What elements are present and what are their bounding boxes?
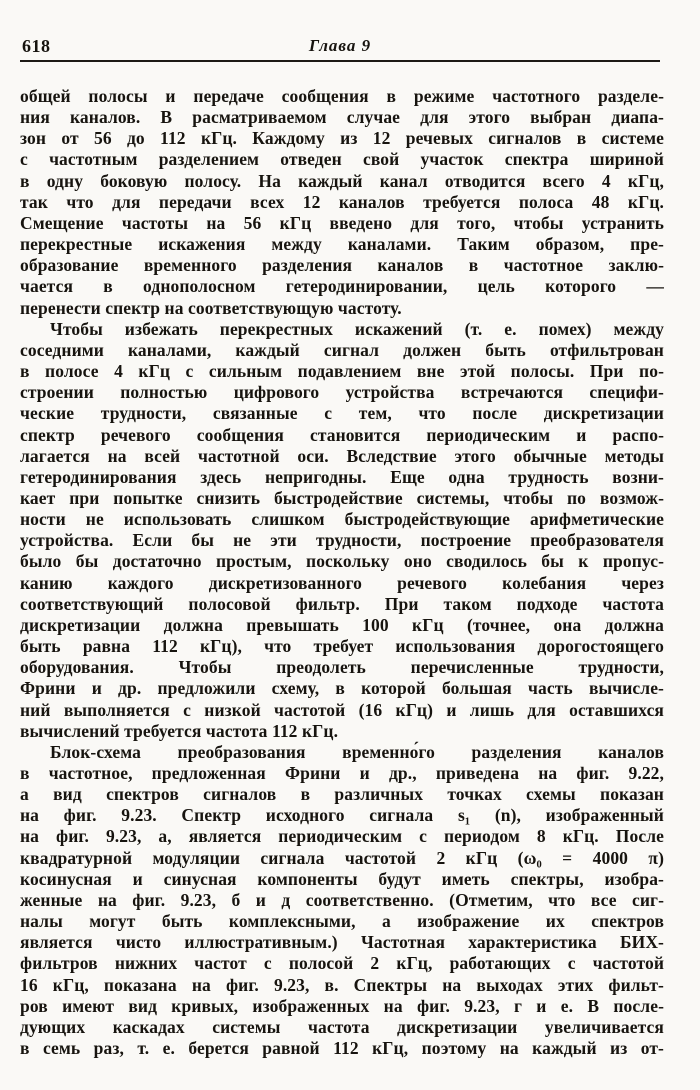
text-line: зон от 56 до 112 кГц. Каждому из 12 речевых сигналов в системе	[20, 128, 664, 149]
text-line: а вид спектров сигналов в различных точках схемы показан	[20, 784, 664, 805]
text-line: 16 кГц, показана на фиг. 9.23, в. Спектры на выходах этих фильт-	[20, 974, 664, 995]
text-line: Блок-схема преобразования временно́го разделения каналов	[50, 741, 664, 762]
text-line: налы могут быть комплексными, а изображение их спектров	[20, 911, 664, 932]
text-line: вычислений требуется частота 112 кГц.	[20, 720, 339, 741]
text-line: Фрини и др. предложили схему, в которой большая часть вычисле-	[20, 678, 664, 699]
text-line: в семь раз, т. е. берется равной 112 кГц, поэтому на каждый из от-	[20, 1038, 664, 1059]
text-block	[20, 86, 664, 1059]
text-line: строении полностью цифрового устройства встречаются специфи-	[20, 382, 664, 403]
text-line: кает при попытке снизить быстродействие системы, чтобы по возмож-	[20, 487, 664, 508]
text-line: Смещение частоты на 56 кГц введено для того, чтобы устранить	[20, 212, 664, 233]
text-line: женные на фиг. 9.23, б и д соответственно. (Отметим, что все сиг-	[20, 889, 664, 910]
text-line: соответствующий полосовой фильтр. При таком подходе частота	[20, 593, 664, 614]
text-line: на фиг. 9.23. Спектр исходного сигнала s₁ (n), изображенный	[20, 805, 664, 826]
text-line: ческие трудности, связанные с тем, что после дискретизации	[20, 403, 664, 424]
text-line: общей полосы и передаче сообщения в режиме частотного разделе-	[20, 86, 664, 106]
text-line: в частотное, предложенная Фрини и др., приведена на фиг. 9.22,	[20, 763, 664, 783]
text-line: ния каналов. В расматриваемом случае для этого выбран диапа-	[20, 107, 664, 128]
text-line: в полосе 4 кГц с сильным подавлением вне этой полосы. При по-	[20, 361, 664, 382]
text-line: в одну боковую полосу. На каждый канал отводится всего 4 кГц,	[20, 170, 664, 191]
text-line: устройства. Если бы не эти трудности, построение преобразователя	[20, 530, 664, 551]
text-line: оборудования. Чтобы преодолеть перечисленные трудности,	[20, 657, 664, 678]
text-line: соседними каналами, каждый сигнал должен быть отфильтрован	[20, 339, 664, 360]
text-line: с частотным разделением отведен свой участок спектра шириной	[20, 149, 664, 170]
page-number: 618	[22, 36, 51, 56]
text-line: ний выполняется с низкой частотой (16 кГц) и лишь для оставшихся	[20, 699, 664, 720]
text-line: гетеродинирования здесь непригодны. Еще одна трудность возни-	[20, 466, 664, 487]
text-line: чается в однополосном гетеродинировании, цель которого —	[20, 276, 664, 297]
text-line: ров имеют вид кривых, изображенных на фиг. 9.23, г и е. В после-	[20, 995, 664, 1016]
text-line: фильтров нижних частот с полосой 2 кГц, работающих с частотой	[20, 953, 664, 974]
text-line: было бы достаточно простым, поскольку оно сводилось бы к пропус-	[20, 551, 664, 572]
text-line: лагается на всей частотной оси. Вследствие этого обычные методы	[20, 445, 664, 466]
text-line: квадратурной модуляции сигнала частотой 2 кГц (ω₀ = 4000 π)	[20, 847, 664, 868]
text-line: перенести спектр на соответствующую частоту.	[20, 297, 402, 318]
text-line: образование временного разделения каналов в частотное заклю-	[20, 255, 664, 276]
text-line: так что для передачи всех 12 каналов требуется полоса 48 кГц.	[20, 191, 664, 212]
chapter-title: Глава 9	[308, 36, 372, 55]
text-line: дискретизации должна превышать 100 кГц (точнее, она должна	[20, 614, 664, 635]
text-line: спектр речевого сообщения становится периодическим и распо-	[20, 424, 664, 445]
text-line: быть равна 112 кГц), что требует использования дорогостоящего	[20, 636, 664, 657]
text-line: ности не использовать слишком быстродействующие арифметические	[20, 509, 664, 530]
text-line: Чтобы избежать перекрестных искажений (т. е. помех) между	[50, 318, 664, 339]
text-line: косинусная и синусная компоненты будут иметь спектры, изобра-	[20, 868, 664, 889]
text-line: дующих каскадах системы частота дискретизации увеличивается	[20, 1016, 664, 1037]
header-rule	[20, 60, 660, 62]
text-line: является чисто иллюстративным.) Частотная характеристика БИХ-	[20, 932, 664, 953]
text-line: на фиг. 9.23, а, является периодическим с периодом 8 кГц. После	[20, 826, 664, 847]
running-head	[20, 36, 660, 58]
text-line: перекрестные искажения между каналами. Таким образом, пре-	[20, 234, 664, 255]
text-line: канию каждого дискретизованного речевого колебания через	[20, 572, 664, 593]
